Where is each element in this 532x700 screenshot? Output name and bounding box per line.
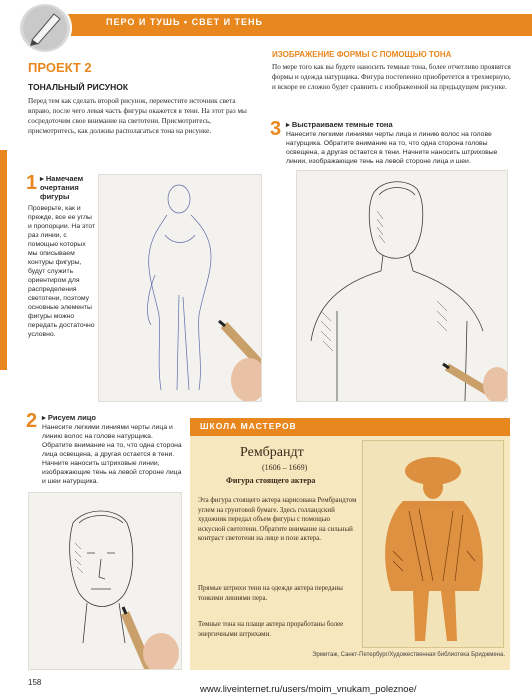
step-number-3: 3 — [270, 118, 282, 140]
step-title-2: ▸ Рисуем лицо — [42, 413, 96, 422]
project-subtitle: ТОНАЛЬНЫЙ РИСУНОК — [28, 82, 129, 92]
painting-caption: Эрмитаж, Санкт-Петербург/Художественная библиотека Бриджмена. — [312, 652, 505, 658]
step-text-2: Нанесите легкими линиями черты лица и линию волос на голове натурщика. Обратите внимание на то, что одна сторона лица освещена, а другая остается в тени. Начните наносить штриховые линии, изображающие тень на левой стороне лица и шеи натурщика. — [42, 424, 182, 485]
step-title-3: ▸ Выстраиваем темные тона — [286, 120, 393, 129]
school-band-title: ШКОЛА МАСТЕРОВ — [200, 421, 297, 431]
school-text-1: Эта фигура стоящего актера нарисована Рембрандтом углем на грунтовой бумаге. Здесь голландский художник передал объем фигуры с помощью искусной светотени. Обратите внимание на сильный контраст светотени на лице и позе актера. — [198, 497, 357, 542]
margin-accent-bar — [0, 150, 7, 370]
school-text-3: Темные тона на плаще актера проработаны более энергичными штрихами. — [198, 621, 344, 638]
step-number-1: 1 — [26, 172, 38, 194]
sketch-face — [28, 492, 182, 670]
step-arrow-icon: ▸ — [40, 174, 46, 183]
artist-name: Рембрандт — [240, 445, 304, 460]
running-title: ПЕРО И ТУШЬ • СВЕТ И ТЕНЬ — [106, 17, 264, 27]
step-arrow-icon: ▸ — [42, 413, 48, 422]
step-text-3: Нанесите легкими линиями черты лица и линию волос на голове натурщика. Обратите внимание на то, что одна сторона головы освещена, а другая остается в тени. Начните наносить штриховые линии, изображающие тень на левой стороне лица и шеи. — [286, 131, 498, 165]
artist-years: (1606 – 1669) — [262, 463, 308, 472]
step-text-1: Проверьте, как и прежде, все ее углы и пропорции. На этот раз линии, с помощью которых мы описываем контуры фигуры, будут служить ориентиром для распределения светотени, поэтому основные элементы фигуры можно передать достаточно условно. — [28, 205, 96, 338]
watermark-url: www.liveinternet.ru/users/moim_vnukam_poleznoe/ — [200, 684, 417, 695]
sketch-figure-outline — [98, 174, 262, 402]
pen-nib-icon — [18, 2, 72, 54]
step-title-1: ▸ Намечаем очертания фигуры — [40, 174, 84, 201]
page-number: 158 — [28, 678, 42, 687]
sketch-dark-tones — [296, 170, 508, 402]
tone-section-heading: ИЗОБРАЖЕНИЕ ФОРМЫ С ПОМОЩЬЮ ТОНА — [272, 50, 452, 59]
step-number-2: 2 — [26, 410, 38, 432]
step-arrow-icon: ▸ — [286, 120, 292, 129]
tone-section-paragraph: По мере того как вы будете наносить темные тона, более отчетливо проявятся формы и одежда натурщика. Фигура постепенно приобретется в трехмерную, и вскоре ее сложно будет сравнить с изображенной на предыдущем рисунке. — [272, 63, 511, 91]
work-title: Фигура стоящего актера — [226, 476, 316, 485]
intro-paragraph: Перед тем как сделать второй рисунок, переместите источник света вправо, после чего левая часть фигуры окажется в тени. На этот раз мы сосредоточим свое внимание на светотени. Присмотритесь, присмотритесь, как должны располагаться тона на рисунке. — [28, 97, 247, 135]
project-title: ПРОЕКТ 2 — [28, 60, 92, 75]
rembrandt-drawing — [362, 440, 504, 648]
school-text-2: Прямые штрихи тени на одежде актера переданы тонкими линиями пера. — [198, 585, 343, 602]
